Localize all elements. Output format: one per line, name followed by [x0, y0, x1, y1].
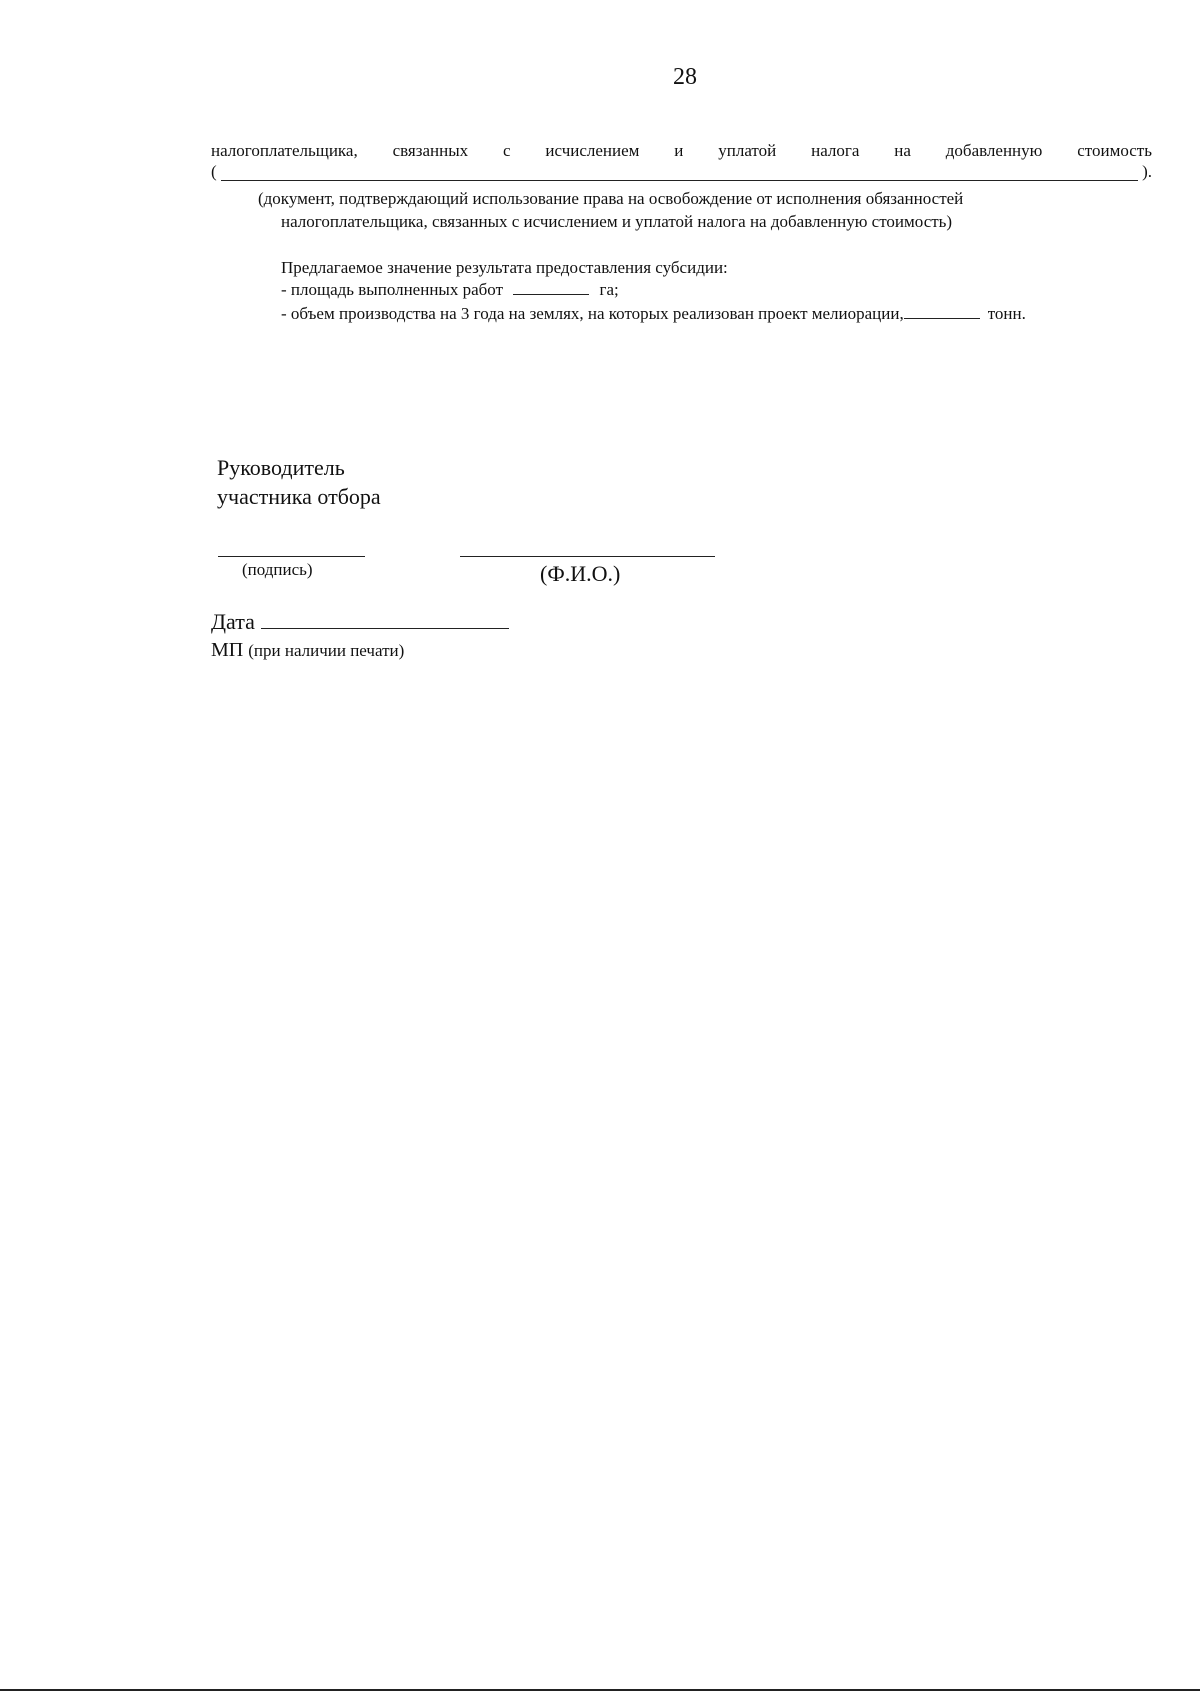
volume-fill-in-line[interactable]	[904, 304, 980, 319]
word: уплатой	[718, 141, 777, 160]
page-bottom-border	[0, 1689, 1200, 1691]
word: налогоплательщика,	[211, 141, 358, 160]
signatory-title-line-2: участника отбора	[217, 484, 381, 509]
volume-label: - объем производства на 3 года на землях, на которых реализован проект мелиорации,	[281, 304, 904, 323]
word: и	[674, 141, 684, 160]
signature-caption: (подпись)	[242, 560, 313, 579]
blank-field-note-line-2: налогоплательщика, связанных с исчислением и уплатой налога на добавленную стоимость)	[281, 212, 953, 231]
volume-unit: тонн.	[987, 304, 1026, 323]
signatory-title-line-1: Руководитель	[217, 455, 345, 480]
word: стоимость	[1077, 141, 1152, 160]
date-label: Дата	[211, 609, 255, 634]
proposed-result-heading: Предлагаемое значение результата предоставления субсидии:	[281, 258, 728, 277]
paragraph-continuation-line	[211, 141, 1152, 161]
name-line[interactable]	[460, 556, 715, 557]
name-caption: (Ф.И.О.)	[540, 561, 621, 586]
date-fill-in-line[interactable]	[261, 610, 509, 629]
stamp-note: (при наличии печати)	[248, 641, 405, 660]
stamp-row	[211, 639, 404, 662]
word: связанных	[392, 141, 469, 160]
fill-in-line	[221, 180, 1138, 181]
open-paren: (	[211, 162, 217, 181]
document-blank-field[interactable]	[211, 162, 1152, 184]
signature-line[interactable]	[218, 556, 365, 557]
blank-field-note-line-1: (документ, подтверждающий использование права на освобождение от исполнения обязанностей	[258, 189, 964, 208]
page-number: 28	[673, 64, 697, 90]
word: исчислением	[545, 141, 640, 160]
area-label: - площадь выполненных работ	[281, 280, 503, 299]
word: добавленную	[945, 141, 1043, 160]
word: на	[894, 141, 911, 160]
area-unit: га;	[599, 280, 619, 299]
word: налога	[811, 141, 860, 160]
volume-row	[281, 304, 1026, 324]
close-paren: ).	[1142, 162, 1152, 181]
date-row	[211, 609, 509, 635]
stamp-label: МП	[211, 639, 244, 661]
area-fill-in-line[interactable]	[513, 280, 589, 295]
word: с	[502, 141, 511, 160]
area-row	[281, 280, 619, 300]
